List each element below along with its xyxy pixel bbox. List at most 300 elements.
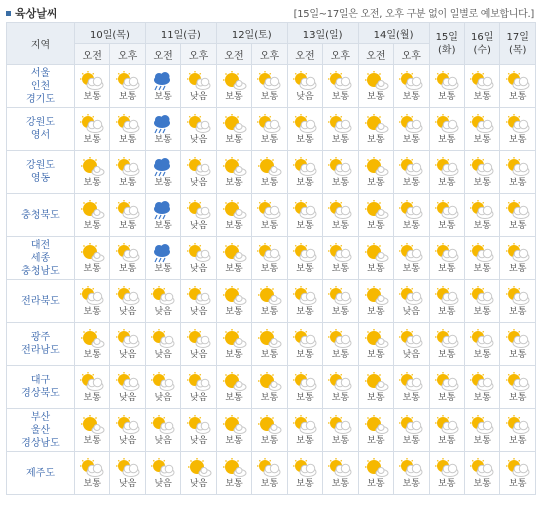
pm-header: 오후 — [252, 44, 287, 65]
region-cell — [7, 452, 75, 495]
sunny-icon — [363, 458, 389, 478]
sunny-cloud-icon — [186, 243, 212, 263]
sunny-icon — [221, 157, 247, 177]
forecast-label: 보통 — [367, 220, 385, 231]
partly-cloudy-icon — [398, 114, 424, 134]
forecast-cell — [464, 151, 499, 194]
forecast-label: 보통 — [83, 91, 101, 102]
section-title-text: 육상날씨 — [15, 7, 58, 20]
forecast-label: 보통 — [260, 91, 279, 102]
forecast-cell — [216, 409, 251, 452]
partly-cloudy-icon — [505, 114, 531, 134]
forecast-label: 보통 — [438, 435, 456, 446]
sunny-icon — [221, 200, 247, 220]
forecast-cell — [252, 409, 287, 452]
table-row — [7, 151, 536, 194]
sunny-icon — [363, 329, 389, 349]
partly-cloudy-icon — [115, 286, 141, 306]
partly-cloudy-icon — [434, 415, 460, 435]
forecast-label: 보통 — [473, 478, 491, 489]
sunny-icon — [221, 372, 247, 392]
forecast-cell — [358, 280, 393, 323]
sunny-icon — [221, 329, 247, 349]
forecast-label: 보통 — [260, 306, 279, 317]
forecast-cell — [216, 108, 251, 151]
table-row — [7, 323, 536, 366]
table-row — [7, 409, 536, 452]
forecast-label: 보통 — [509, 134, 527, 145]
sunny-cloud-icon — [150, 286, 176, 306]
forecast-cell — [145, 194, 180, 237]
forecast-label: 낮음 — [189, 263, 208, 274]
forecast-label: 보통 — [83, 349, 101, 360]
forecast-cell — [252, 108, 287, 151]
pm-header: 오후 — [394, 44, 429, 65]
region-name: 충청북도 — [21, 209, 60, 221]
partly-cloudy-icon — [434, 157, 460, 177]
forecast-label: 보통 — [367, 478, 385, 489]
forecast-label: 보통 — [260, 435, 279, 446]
sunny-icon — [363, 243, 389, 263]
partly-cloudy-icon — [256, 71, 282, 91]
forecast-cell — [145, 323, 180, 366]
partly-cloudy-icon — [469, 243, 495, 263]
topbar — [0, 0, 540, 24]
partly-cloudy-icon — [79, 114, 105, 134]
sunny-cloud-icon — [186, 372, 212, 392]
sunny-icon — [256, 286, 282, 306]
forecast-label: 보통 — [118, 220, 137, 231]
section-title — [6, 5, 58, 21]
forecast-label: 보통 — [260, 349, 279, 360]
day-number: 16일 — [471, 31, 494, 43]
forecast-cell — [500, 151, 536, 194]
forecast-label: 보통 — [402, 392, 420, 403]
forecast-cell — [216, 452, 251, 495]
forecast-label: 보통 — [438, 263, 456, 274]
region-cell — [7, 151, 75, 194]
forecast-label: 보통 — [473, 306, 491, 317]
table-row — [7, 194, 536, 237]
forecast-cell — [216, 65, 251, 108]
table-row — [7, 237, 536, 280]
forecast-label: 낮음 — [296, 91, 314, 102]
forecast-cell — [500, 452, 536, 495]
forecast-cell — [75, 108, 110, 151]
forecast-label: 보통 — [438, 177, 456, 188]
partly-cloudy-icon — [505, 458, 531, 478]
forecast-label: 보통 — [509, 349, 527, 360]
day-header: 10일(목) — [75, 23, 146, 44]
partly-cloudy-icon — [115, 200, 141, 220]
sunny-icon — [363, 114, 389, 134]
forecast-cell — [145, 452, 180, 495]
partly-cloudy-icon — [505, 157, 531, 177]
forecast-cell — [110, 65, 145, 108]
forecast-cell — [75, 323, 110, 366]
rain-icon — [150, 200, 176, 220]
forecast-cell — [464, 108, 499, 151]
region-name: 울산 — [30, 424, 51, 436]
sunny-icon — [221, 243, 247, 263]
forecast-label: 낮음 — [154, 392, 172, 403]
partly-cloudy-icon — [292, 286, 318, 306]
forecast-cell — [181, 65, 216, 108]
sunny-icon — [256, 157, 282, 177]
forecast-label: 보통 — [296, 478, 314, 489]
forecast-label: 보통 — [260, 177, 279, 188]
forecast-label: 낮음 — [118, 435, 137, 446]
forecast-cell — [110, 151, 145, 194]
forecast-label: 보통 — [296, 263, 314, 274]
forecast-label: 보통 — [154, 220, 172, 231]
region-name: 대전 — [30, 239, 51, 251]
forecast-label: 보통 — [83, 435, 101, 446]
region-column-header: 지역 — [7, 23, 75, 65]
rain-icon — [150, 114, 176, 134]
forecast-cell — [323, 237, 358, 280]
sunny-cloud-icon — [186, 200, 212, 220]
forecast-cell — [252, 65, 287, 108]
forecast-cell — [429, 108, 464, 151]
forecast-cell — [145, 280, 180, 323]
forecast-cell — [464, 194, 499, 237]
forecast-label: 낮음 — [154, 435, 172, 446]
forecast-label: 낮음 — [189, 478, 208, 489]
forecast-label: 보통 — [331, 220, 350, 231]
partly-cloudy-icon — [398, 286, 424, 306]
weather-table-body — [7, 65, 536, 495]
forecast-cell — [181, 409, 216, 452]
forecast-cell — [358, 323, 393, 366]
partly-cloudy-icon — [256, 114, 282, 134]
forecast-cell — [358, 194, 393, 237]
forecast-label: 보통 — [473, 220, 491, 231]
forecast-cell — [394, 108, 429, 151]
forecast-label: 보통 — [296, 392, 314, 403]
region-name: 서울 — [30, 67, 51, 79]
partly-cloudy-icon — [469, 415, 495, 435]
partly-cloudy-icon — [434, 329, 460, 349]
forecast-cell — [252, 452, 287, 495]
forecast-cell — [252, 194, 287, 237]
partly-cloudy-icon — [469, 114, 495, 134]
region-name: 세종 — [30, 252, 51, 264]
forecast-cell — [145, 409, 180, 452]
forecast-cell — [75, 151, 110, 194]
partly-cloudy-icon — [469, 286, 495, 306]
forecast-cell — [358, 151, 393, 194]
forecast-cell — [429, 237, 464, 280]
forecast-label: 보통 — [83, 177, 101, 188]
forecast-cell — [429, 280, 464, 323]
region-name: 강원도 — [26, 160, 55, 171]
forecast-cell — [500, 237, 536, 280]
forecast-label: 보통 — [154, 263, 172, 274]
forecast-cell — [145, 65, 180, 108]
forecast-cell — [358, 366, 393, 409]
forecast-label: 보통 — [225, 220, 243, 231]
partly-cloudy-icon — [434, 114, 460, 134]
forecast-cell — [110, 366, 145, 409]
region-cell — [7, 409, 75, 452]
forecast-cell — [287, 280, 322, 323]
forecast-cell — [394, 409, 429, 452]
table-row — [7, 108, 536, 151]
region-cell — [7, 280, 75, 323]
forecast-cell — [252, 237, 287, 280]
partly-cloudy-icon — [115, 157, 141, 177]
sunny-icon — [79, 157, 105, 177]
partly-cloudy-icon — [115, 71, 141, 91]
forecast-label: 보통 — [509, 306, 527, 317]
forecast-cell — [110, 323, 145, 366]
table-row — [7, 65, 536, 108]
forecast-cell — [145, 108, 180, 151]
region-name: 대구 — [30, 375, 51, 386]
region-name: 충청남도 — [21, 265, 60, 277]
forecast-label: 보통 — [83, 306, 101, 317]
region-name: 경기도 — [26, 93, 55, 105]
forecast-label: 보통 — [260, 263, 279, 274]
region-name: 영서 — [30, 130, 51, 141]
forecast-cell — [110, 280, 145, 323]
forecast-cell — [323, 323, 358, 366]
forecast-label: 보통 — [118, 263, 137, 274]
partly-cloudy-icon — [79, 71, 105, 91]
forecast-cell — [287, 452, 322, 495]
forecast-cell — [181, 237, 216, 280]
partly-cloudy-icon — [505, 200, 531, 220]
sunny-cloud-icon — [150, 415, 176, 435]
am-header: 오전 — [287, 44, 322, 65]
forecast-label: 보통 — [260, 392, 279, 403]
forecast-cell — [464, 409, 499, 452]
partly-cloudy-icon — [398, 243, 424, 263]
forecast-label: 보통 — [331, 392, 350, 403]
partly-cloudy-icon — [469, 200, 495, 220]
am-header: 오전 — [216, 44, 251, 65]
sunny-icon — [256, 415, 282, 435]
partly-cloudy-icon — [505, 372, 531, 392]
region-name: 부산 — [30, 411, 51, 423]
forecast-cell — [75, 65, 110, 108]
partly-cloudy-icon — [327, 200, 353, 220]
region-name: 경상남도 — [21, 437, 60, 449]
forecast-cell — [394, 452, 429, 495]
region-name: 인천 — [30, 80, 51, 92]
forecast-label: 보통 — [367, 91, 385, 102]
forecast-label: 보통 — [473, 435, 491, 446]
partly-cloudy-icon — [292, 458, 318, 478]
partly-cloudy-icon — [292, 71, 318, 91]
partly-cloudy-icon — [327, 286, 353, 306]
partly-cloudy-icon — [398, 329, 424, 349]
forecast-cell — [216, 280, 251, 323]
forecast-label: 보통 — [331, 306, 350, 317]
forecast-cell — [323, 409, 358, 452]
partly-cloudy-icon — [115, 243, 141, 263]
forecast-label: 보통 — [509, 263, 527, 274]
forecast-label: 보통 — [402, 263, 420, 274]
forecast-cell — [181, 452, 216, 495]
forecast-cell — [181, 151, 216, 194]
forecast-label: 보통 — [83, 220, 101, 231]
forecast-cell — [394, 65, 429, 108]
sunny-icon — [221, 458, 247, 478]
sunny-icon — [363, 415, 389, 435]
day-weekday: (화) — [438, 44, 456, 56]
partly-cloudy-icon — [469, 372, 495, 392]
forecast-label: 보통 — [225, 263, 243, 274]
partly-cloudy-icon — [469, 71, 495, 91]
forecast-cell — [323, 366, 358, 409]
partly-cloudy-icon — [398, 458, 424, 478]
partly-cloudy-icon — [327, 114, 353, 134]
forecast-label: 보통 — [331, 263, 350, 274]
forecast-cell — [500, 323, 536, 366]
forecast-label: 보통 — [402, 220, 420, 231]
forecast-label: 보통 — [260, 478, 279, 489]
forecast-cell — [323, 452, 358, 495]
forecast-cell — [252, 366, 287, 409]
partly-cloudy-icon — [79, 458, 105, 478]
forecast-cell — [500, 409, 536, 452]
partly-cloudy-icon — [434, 286, 460, 306]
region-name: 전라북도 — [21, 295, 60, 307]
partly-cloudy-icon — [79, 286, 105, 306]
sunny-icon — [363, 71, 389, 91]
day-weekday: (수) — [473, 44, 491, 56]
forecast-label: 보통 — [402, 177, 420, 188]
forecast-label: 보통 — [367, 435, 385, 446]
sunny-cloud-icon — [186, 71, 212, 91]
sunny-cloud-icon — [186, 286, 212, 306]
forecast-label: 보통 — [438, 306, 456, 317]
forecast-cell — [394, 151, 429, 194]
forecast-label: 보통 — [367, 349, 385, 360]
forecast-label: 보통 — [473, 263, 491, 274]
forecast-cell — [181, 323, 216, 366]
partly-cloudy-icon — [505, 71, 531, 91]
day-header-single — [464, 23, 499, 65]
forecast-label: 보통 — [225, 134, 243, 145]
forecast-cell — [323, 108, 358, 151]
region-cell — [7, 108, 75, 151]
partly-cloudy-icon — [398, 372, 424, 392]
forecast-label: 낮음 — [189, 177, 208, 188]
forecast-cell — [500, 194, 536, 237]
partly-cloudy-icon — [327, 372, 353, 392]
forecast-cell — [110, 237, 145, 280]
forecast-cell — [429, 409, 464, 452]
forecast-label: 보통 — [331, 478, 350, 489]
region-name: 영동 — [30, 173, 51, 184]
forecast-label: 보통 — [331, 91, 350, 102]
partly-cloudy-icon — [256, 200, 282, 220]
day-number: 17일 — [506, 31, 529, 43]
forecast-cell — [394, 237, 429, 280]
forecast-cell — [323, 194, 358, 237]
forecast-label: 보통 — [509, 478, 527, 489]
forecast-label: 보통 — [367, 263, 385, 274]
forecast-label: 보통 — [473, 392, 491, 403]
forecast-label: 보통 — [296, 306, 314, 317]
sunny-cloud-icon — [186, 329, 212, 349]
forecast-label: 보통 — [83, 134, 101, 145]
forecast-cell — [394, 194, 429, 237]
forecast-cell — [429, 194, 464, 237]
forecast-label: 보통 — [331, 134, 350, 145]
sunny-icon — [256, 372, 282, 392]
forecast-label: 보통 — [473, 91, 491, 102]
forecast-cell — [358, 65, 393, 108]
forecast-cell — [394, 366, 429, 409]
forecast-label: 보통 — [225, 478, 243, 489]
forecast-cell — [145, 366, 180, 409]
forecast-label: 보통 — [509, 220, 527, 231]
forecast-cell — [358, 409, 393, 452]
partly-cloudy-icon — [292, 372, 318, 392]
forecast-cell — [429, 323, 464, 366]
pm-header: 오후 — [110, 44, 145, 65]
sunny-icon — [186, 458, 212, 478]
forecast-label: 보통 — [367, 177, 385, 188]
forecast-cell — [75, 452, 110, 495]
forecast-cell — [287, 65, 322, 108]
forecast-label: 보통 — [296, 349, 314, 360]
forecast-label: 보통 — [473, 134, 491, 145]
sunny-icon — [221, 286, 247, 306]
forecast-label: 보통 — [438, 349, 456, 360]
forecast-label: 보통 — [296, 177, 314, 188]
day-number: 15일 — [435, 31, 458, 43]
forecast-cell — [464, 237, 499, 280]
day-header: 13일(일) — [287, 23, 358, 44]
partly-cloudy-icon — [505, 243, 531, 263]
partly-cloudy-icon — [327, 157, 353, 177]
forecast-label: 보통 — [438, 392, 456, 403]
forecast-label: 낮음 — [154, 349, 172, 360]
sunny-cloud-icon — [186, 415, 212, 435]
partly-cloudy-icon — [505, 329, 531, 349]
table-row — [7, 280, 536, 323]
partly-cloudy-icon — [469, 458, 495, 478]
forecast-cell — [323, 65, 358, 108]
forecast-label: 보통 — [509, 91, 527, 102]
table-row — [7, 452, 536, 495]
forecast-cell — [287, 194, 322, 237]
forecast-cell — [287, 409, 322, 452]
rain-icon — [150, 71, 176, 91]
partly-cloudy-icon — [434, 372, 460, 392]
forecast-cell — [110, 108, 145, 151]
sunny-icon — [79, 200, 105, 220]
partly-cloudy-icon — [327, 458, 353, 478]
forecast-label: 보통 — [438, 478, 456, 489]
region-name: 전라남도 — [21, 345, 60, 356]
forecast-cell — [110, 194, 145, 237]
day-header-single — [500, 23, 536, 65]
forecast-label: 보통 — [225, 306, 243, 317]
forecast-label: 보통 — [438, 91, 456, 102]
region-name: 광주 — [30, 332, 51, 343]
sunny-icon — [221, 71, 247, 91]
forecast-cell — [287, 108, 322, 151]
region-name: 경상북도 — [21, 388, 60, 399]
sunny-icon — [221, 415, 247, 435]
forecast-label: 낮음 — [118, 392, 137, 403]
